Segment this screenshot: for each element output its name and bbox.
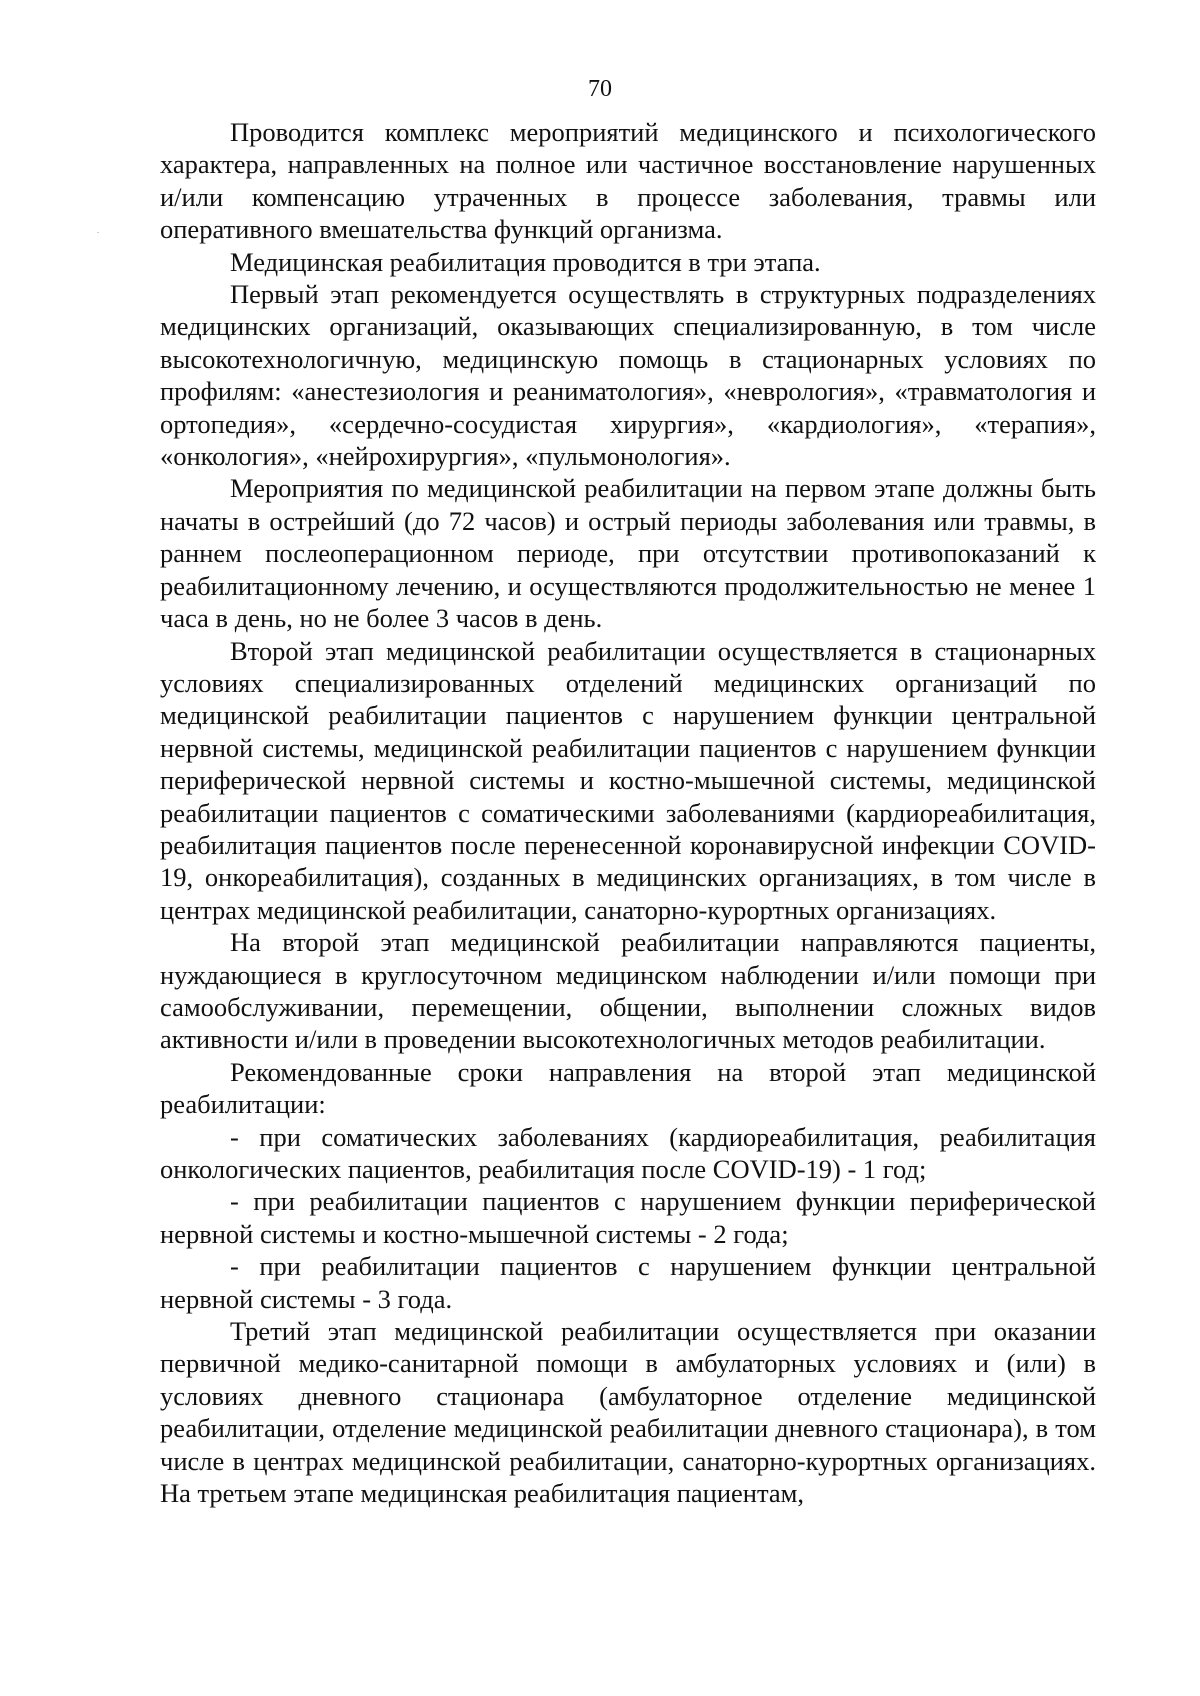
document-body (160, 116, 1096, 1509)
paragraph-three-stages: Медицинская реабилитация проводится в три этапа. (230, 246, 821, 277)
paragraph-first-stage-timing: Мероприятия по медицинской реабилитации на первом этапе должны быть начаты в острейший (до 72 часов) и острый периоды заболевания или травмы, в раннем послеоперационном периоде, при отсутствии противопоказаний к реабилитационному лечению, и осуществляются продолжительностью не менее 1 часа в день, но не более 3 часов в день. (160, 473, 1096, 634)
list-item-central: - при реабилитации пациентов с нарушением функции центральной нервной системы - 3 года. (160, 1251, 1096, 1314)
paragraph-third-stage: Третий этап медицинской реабилитации осуществляется при оказании первичной медико-санитарной помощи в амбулаторных условиях и (или) в условиях дневного стационара (амбулаторное отделение медицинской реабилитации, отделение медицинской реабилитации дневного стационара), в том числе в центрах медицинской реабилитации, санаторно-курортных организациях. На третьем этапе медицинская реабилитация пациентам, (160, 1316, 1096, 1509)
paragraph-first-stage: Первый этап рекомендуется осуществлять в структурных подразделениях медицинских организаций, оказывающих специализированную, в том числе высокотехнологичную, медицинскую помощь в стационарных условиях по профилям: «анестезиология и реаниматология», «неврология», «травматология и ортопедия», «сердечно-сосудистая хирургия», «кардиология», «терапия», «онкология», «нейрохирургия», «пульмонология». (160, 279, 1096, 472)
page-number: 70 (588, 76, 612, 102)
paragraph-recommended-terms: Рекомендованные сроки направления на второй этап медицинской реабилитации: (160, 1056, 1096, 1120)
list-item-peripheral: - при реабилитации пациентов с нарушением функции периферической нервной системы и костно-мышечной системы - 2 года; (160, 1186, 1096, 1249)
list-item-somatic: - при соматических заболеваниях (кардиореабилитация, реабилитация онкологических пациентов, реабилитация после COVID-19) - 1 год; (160, 1121, 1096, 1184)
scan-margin-mark (97, 232, 99, 233)
paragraph-second-stage: Второй этап медицинской реабилитации осуществляется в стационарных условиях специализированных отделений медицинских организаций по медицинской реабилитации пациентов с нарушением функции центральной нервной системы, медицинской реабилитации пациентов с нарушением функции периферической нервной системы и костно-мышечной системы, медицинской реабилитации пациентов с соматическими заболеваниями (кардиореабилитация, реабилитация пациентов после перенесенной коронавирусной инфекции COVID-19, онкореабилитация), созданных в медицинских организациях, в том числе в центрах медицинской реабилитации, санаторно-курортных организациях. (160, 635, 1096, 925)
paragraph-rehab-definition: Проводится комплекс мероприятий медицинского и психологического характера, направленных на полное или частичное восстановление нарушенных и/или компенсацию утраченных в процессе заболевания, травмы или оперативного вмешательства функций организма. (160, 117, 1096, 245)
paragraph-second-stage-patients: На второй этап медицинской реабилитации направляются пациенты, нуждающиеся в круглосуточном медицинском наблюдении и/или помощи при самообслуживании, перемещении, общении, выполнении сложных видов активности и/или в проведении высокотехнологичных методов реабилитации. (160, 927, 1096, 1055)
